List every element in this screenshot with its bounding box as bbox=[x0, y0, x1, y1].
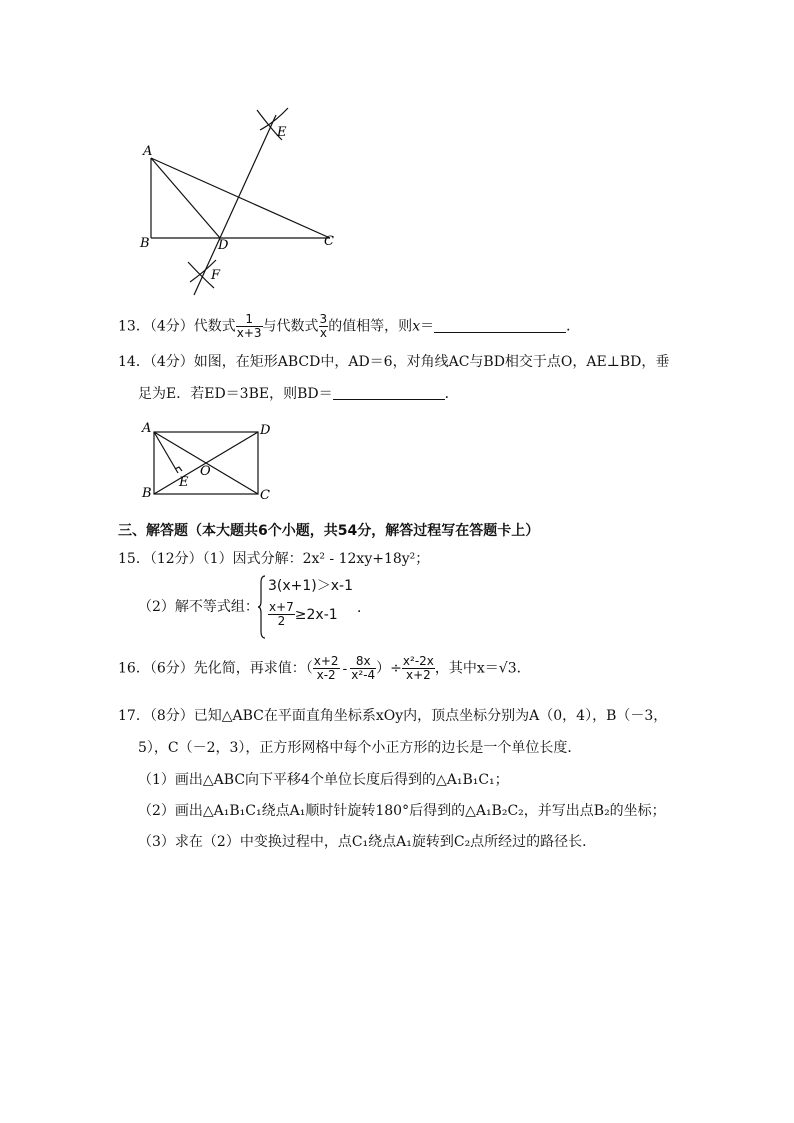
fraction-2: $\frac{3}{x}$ bbox=[319, 312, 328, 340]
triangle-figure bbox=[130, 100, 350, 305]
label-b: B bbox=[140, 236, 150, 251]
question-13: 13．（4分）代数式 $\frac{1}{x+3}$ 与代数式 $\frac{3}{x}$ 的值相等，则x＝ ． bbox=[118, 312, 581, 340]
question-17-sub-1: （1）画出△ABC向下平移4个单位长度后得到的△A₁B₁C₁； bbox=[138, 772, 509, 788]
fraction-1: $\frac{1}{x+3}$ bbox=[236, 312, 262, 340]
question-17-line-2: 5），C（－2，3），正方形网格中每个小正方形的边长是一个单位长度． bbox=[138, 740, 582, 756]
label-d: D bbox=[218, 238, 229, 253]
question-15-part-2: （2）解不等式组： bbox=[138, 599, 259, 615]
fraction-a: $\frac{x+2}{x-2}$ bbox=[313, 654, 339, 682]
question-14-line-1: 14．（4分）如图，在矩形ABCD中，AD＝6，对角线AC与BD相交于点O，AE⊥BD，垂 bbox=[118, 354, 670, 370]
question-17-line-1: 17．（8分）已知△ABC在平面直角坐标系xOy内，顶点坐标分别为A（0，4），B（－3， bbox=[118, 708, 668, 724]
question-17-sub-2: （2）画出△A₁B₁C₁绕点A₁顺时针旋转180°后得到的△A₁B₂C₂，并写出点B₂的坐标； bbox=[138, 803, 666, 819]
question-16: 16．（6分）先化简，再求值：（ $\frac{x+2}{x-2}$ - $\frac{8x}{\text{x²-4}}$ ）÷ $\frac{\text{x²-2x}}{x+2}$ ，其中x＝√3． bbox=[118, 654, 531, 682]
question-17-sub-3: （3）求在（2）中变换过程中，点C₁绕点A₁旋转到C₂点所经过的路径长． bbox=[138, 834, 597, 850]
fraction-c: $\frac{\text{x²-2x}}{x+2}$ bbox=[402, 654, 434, 682]
label-a: A bbox=[143, 144, 153, 159]
label-o: O bbox=[200, 464, 211, 479]
label-f: F bbox=[211, 268, 221, 283]
rectangle-figure bbox=[138, 418, 278, 508]
label-d: D bbox=[260, 423, 271, 438]
left-brace-icon bbox=[258, 575, 266, 639]
label-a: A bbox=[142, 421, 152, 436]
label-c: C bbox=[324, 234, 334, 249]
question-15-part-1: 15．（12分）（1）因式分解：2x² - 12xy+18y²； bbox=[118, 551, 430, 567]
label-b: B bbox=[142, 486, 152, 501]
fraction-ineq: $\frac{x+7}{2}$ bbox=[269, 600, 294, 628]
answer-blank-14[interactable] bbox=[333, 384, 445, 400]
section-heading: 三、解答题（本大题共6个小题，共54分，解答过程写在答题卡上） bbox=[118, 523, 540, 539]
label-e: E bbox=[179, 475, 189, 490]
answer-blank-13[interactable] bbox=[434, 317, 566, 333]
inequality-system bbox=[258, 575, 368, 639]
inequality-2: ≥2x-1 bbox=[294, 607, 338, 623]
label-c: C bbox=[260, 488, 270, 503]
inequality-1: 3(x+1)＞x-1 bbox=[268, 578, 353, 594]
fraction-b: $\frac{8x}{\text{x²-4}}$ bbox=[351, 654, 376, 682]
question-14-line-2: 足为E．若ED＝3BE，则BD＝ ． bbox=[138, 386, 459, 402]
label-e: E bbox=[277, 125, 287, 140]
